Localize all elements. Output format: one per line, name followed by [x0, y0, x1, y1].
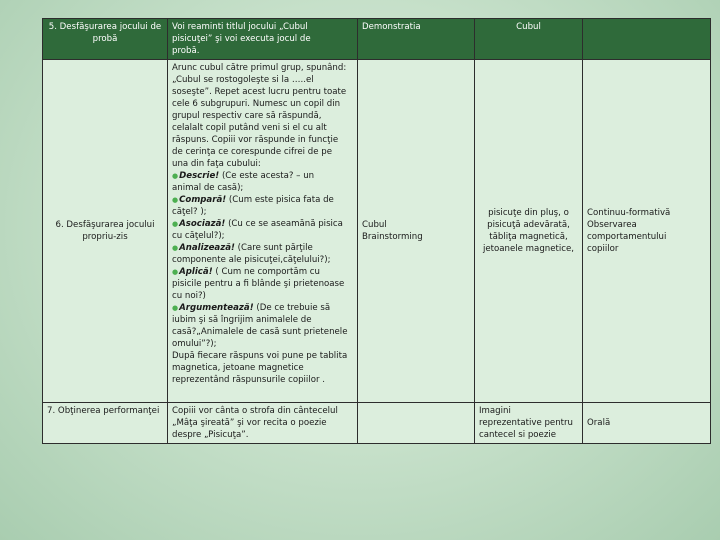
task-action: Compară!	[179, 195, 227, 205]
green-bullet-icon: ●	[172, 268, 179, 276]
task-action: Asociază!	[179, 219, 226, 229]
task-action: Analizează!	[179, 243, 235, 253]
task-item	[172, 266, 353, 278]
task-text: omului”?);	[172, 339, 217, 349]
task-text: (De ce trebuie să	[253, 303, 331, 313]
evaluation-cell	[583, 19, 711, 60]
method-cell	[358, 60, 475, 403]
content-line: probă.	[172, 46, 200, 56]
content-line: soseşte”. Repet acest lucru pentru toate	[172, 87, 347, 97]
task-text: ( Cum ne comportăm cu	[212, 267, 320, 277]
content-cell	[168, 403, 358, 444]
task-text: cu noi?)	[172, 291, 206, 301]
content-line: celalalt copil putând veni si el cu alt	[172, 123, 327, 133]
content-line: „Cubul se rostogoleşte si la …..el	[172, 75, 314, 85]
content-cell	[168, 19, 358, 60]
task-text: iubim şi să îngrijim animalele de	[172, 315, 312, 325]
evaluation-line: Continuu-formativă	[587, 208, 671, 218]
task-text: pisicile pentru a fi blânde şi prietenoase	[172, 279, 345, 289]
content-line: răspuns. Copiii vor răspunde in funcţie	[172, 135, 339, 145]
resource-line: reprezentative pentru	[479, 418, 573, 428]
evaluation-line: Observarea	[587, 220, 637, 230]
resource-line: Imagini	[479, 406, 511, 416]
footer-row	[43, 403, 711, 444]
task-item	[172, 194, 353, 206]
content-line: reprezentând răspunsurile copiilor .	[172, 375, 325, 385]
method-line: Cubul	[362, 220, 387, 230]
evaluation-line: comportamentului	[587, 232, 667, 242]
task-action: Argumentează!	[179, 303, 254, 313]
task-text: animal de casă);	[172, 183, 244, 193]
content-line: „Mâţa şireată” şi vor recita o poezie	[172, 418, 327, 428]
resource-line: jetoanele magnetice,	[482, 244, 575, 254]
task-item	[172, 302, 353, 314]
content-line: După fiecare răspuns voi pune pe tablita	[172, 351, 348, 361]
task-item	[172, 170, 353, 182]
task-item	[172, 242, 353, 254]
method-line: Brainstorming	[362, 232, 423, 242]
resources-cell	[475, 60, 583, 403]
content-line: Voi reaminti titlul jocului „Cubul	[172, 22, 308, 32]
header-row	[43, 19, 711, 60]
green-bullet-icon: ●	[172, 220, 179, 228]
task-text: casă?„Animalele de casă sunt prietenele	[172, 327, 348, 337]
content-line: magnetica, jetoane magnetice	[172, 363, 304, 373]
task-text: componente ale pisicuţei,căţelului?);	[172, 255, 331, 265]
task-text: (Cu ce se aseamănă pisica	[225, 219, 343, 229]
stage-cell: 7. Obţinerea performanţei	[43, 403, 168, 444]
task-text: căţel? );	[172, 207, 207, 217]
content-line: Copiii vor cânta o strofa din cântecelul	[172, 406, 338, 416]
content-cell	[168, 60, 358, 403]
task-item	[172, 218, 353, 230]
green-bullet-icon: ●	[172, 196, 179, 204]
content-line: cele 6 subgrupuri. Numesc un copil din	[172, 99, 341, 109]
resource-line: tăbliţa magnetică,	[489, 232, 568, 242]
task-text: (Cum este pisica fata de	[226, 195, 334, 205]
evaluation-cell: Orală	[583, 403, 711, 444]
resource-line: pisicuţe din pluş, o	[488, 208, 569, 218]
task-action: Descrie!	[179, 171, 220, 181]
task-text: (Care sunt părţile	[234, 243, 313, 253]
resources-cell: Cubul	[475, 19, 583, 60]
content-line: pisicuţei” şi voi executa jocul de	[172, 34, 311, 44]
content-line: despre „Pisicuţa”.	[172, 430, 249, 440]
lesson-plan-table	[42, 18, 711, 444]
task-action: Aplică!	[179, 267, 213, 277]
method-cell: Demonstratia	[358, 19, 475, 60]
resources-cell	[475, 403, 583, 444]
resource-line: pisicuţă adevărată,	[487, 220, 570, 230]
green-bullet-icon: ●	[172, 244, 179, 252]
content-line: de cerinţa ce corespunde cifrei de pe	[172, 147, 332, 157]
task-text: (Ce este acesta? – un	[219, 171, 315, 181]
content-line: grupul respectiv care să răspundă,	[172, 111, 322, 121]
stage-cell: 5. Desfăşurarea jocului de probă	[43, 19, 168, 60]
stage-cell: 6. Desfăşurarea jocului propriu-zis	[43, 60, 168, 403]
task-text: cu căţelul?);	[172, 231, 225, 241]
content-line: una din faţa cubului:	[172, 159, 261, 169]
evaluation-line: copiilor	[587, 244, 619, 254]
method-cell	[358, 403, 475, 444]
main-row	[43, 60, 711, 403]
green-bullet-icon: ●	[172, 304, 179, 312]
evaluation-cell	[583, 60, 711, 403]
resource-line: cantecel si poezie	[479, 430, 557, 440]
content-line: Arunc cubul către primul grup, spunând:	[172, 63, 347, 73]
green-bullet-icon: ●	[172, 172, 179, 180]
